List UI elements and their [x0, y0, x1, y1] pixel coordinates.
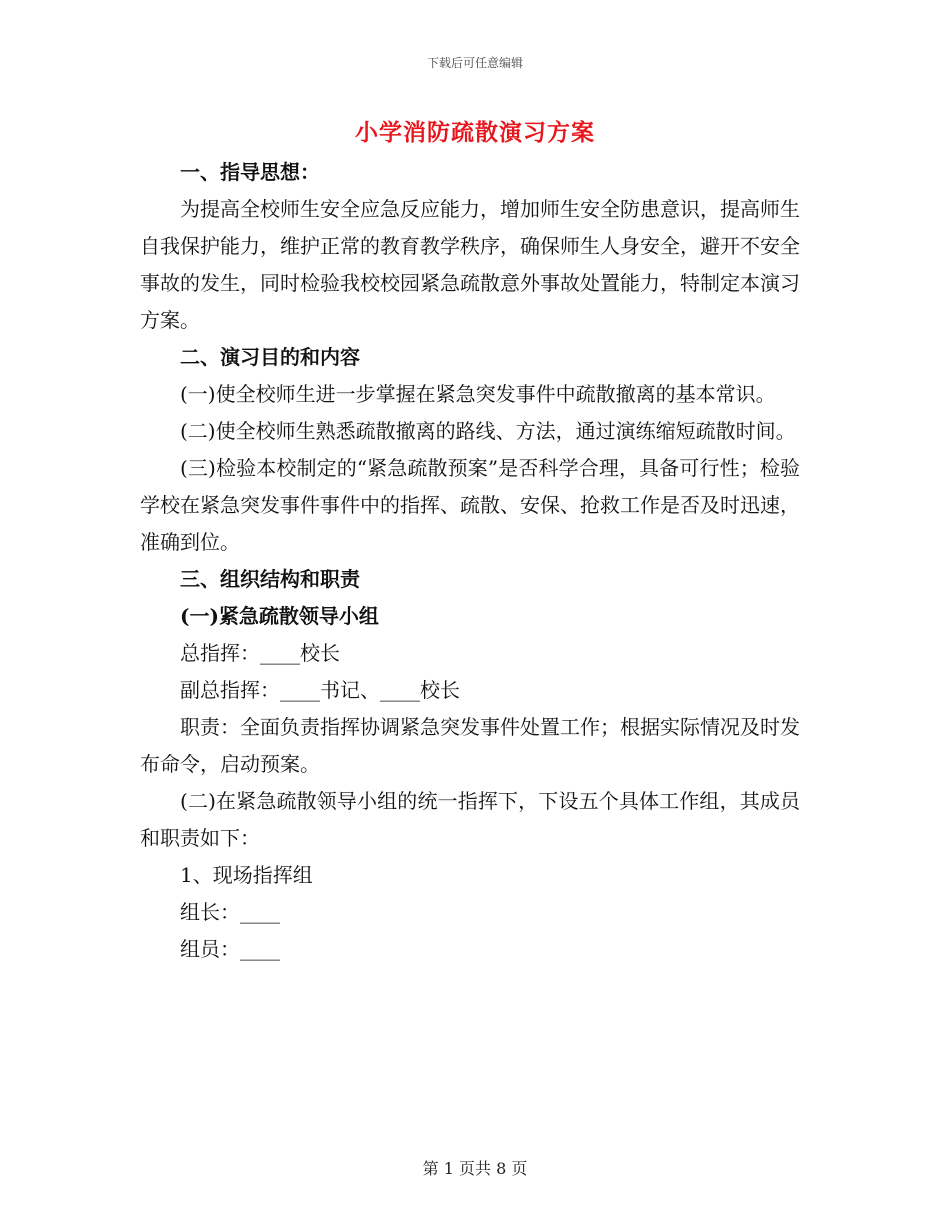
header-note: 下载后可任意编辑: [426, 56, 523, 70]
section-heading-1: 一、指导思想：: [180, 160, 320, 184]
section-heading-2: 二、演习目的和内容: [180, 345, 360, 369]
paragraph: 组长：____: [180, 900, 280, 924]
paragraph: 总指挥：____校长: [180, 641, 340, 665]
paragraph: (二)在紧急疏散领导小组的统一指挥下，下设五个具体工作组，其成员和职责如下：: [140, 789, 800, 850]
subsection-heading: (一)紧急疏散领导小组: [180, 604, 379, 628]
section-heading-3: 三、组织结构和职责: [180, 567, 360, 591]
paragraph: (一)使全校师生进一步掌握在紧急突发事件中疏散撤离的基本常识。: [180, 382, 776, 406]
paragraph: 1、现场指挥组: [180, 863, 313, 887]
document-body: [140, 154, 800, 968]
paragraph: 组员：____: [180, 937, 280, 961]
page-footer: 第 1 页共 8 页: [422, 1159, 528, 1178]
paragraph: 副总指挥：____书记、____校长: [180, 678, 460, 702]
paragraph: 职责：全面负责指挥协调紧急突发事件处置工作；根据实际情况及时发布命令，启动预案。: [140, 715, 800, 776]
document-title: 小学消防疏散演习方案: [355, 119, 595, 146]
paragraph: 为提高全校师生安全应急反应能力，增加师生安全防患意识，提高师生自我保护能力，维护正常的教育教学秩序，确保师生人身安全，避开不安全事故的发生，同时检验我校校园紧急疏散意外事故处置能力，特制定本演习方案。: [140, 197, 800, 332]
paragraph: (二)使全校师生熟悉疏散撤离的路线、方法，通过演练缩短疏散时间。: [180, 419, 796, 443]
paragraph: (三)检验本校制定的“紧急疏散预案”是否科学合理，具备可行性；检验学校在紧急突发事件事件中的指挥、疏散、安保、抢救工作是否及时迅速，准确到位。: [140, 456, 800, 554]
